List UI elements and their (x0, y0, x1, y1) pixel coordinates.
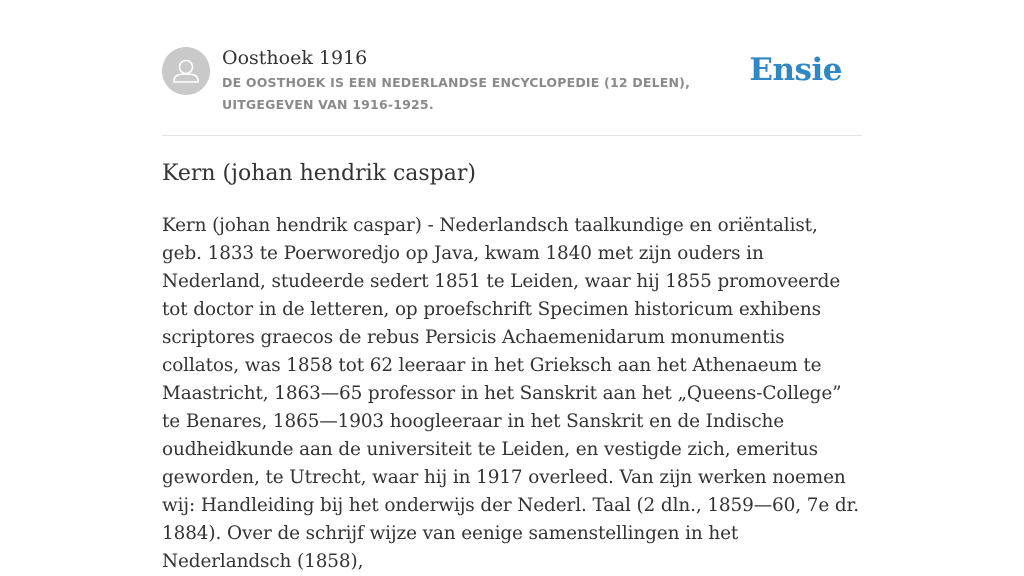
source-title[interactable]: Oosthoek 1916 (222, 47, 368, 69)
source-header (162, 0, 862, 136)
user-avatar-icon[interactable] (162, 47, 210, 95)
source-description: DE OOSTHOEK IS EEN NEDERLANDSE ENCYCLOPEDIE (12 DELEN), UITGEGEVEN VAN 1916-1925. (222, 75, 691, 112)
page (162, 0, 862, 572)
article-title: Kern (johan hendrik caspar) (162, 161, 476, 186)
article-body: Kern (johan hendrik caspar) - Nederlandsch taalkundige en oriëntalist, geb. 1833 te Poerworedjo op Java, kwam 1840 met zijn ouders in Nederland, studeerde sedert 1851 te Leiden, waar hij 1855 promoveerde tot doctor in de letteren, op proefschrift Specimen historicum exhibens scriptores graecos de rebus Persicis Achaemenidarum monumentis collatos, was 1858 tot 62 leeraar in het Grieksch aan het Athenaeum te Maastricht, 1863—65 professor in het Sanskrit aan het „Queens-College” te Benares, 1865—1903 hoogleeraar in het Sanskrit en de Indische oudheidkunde aan de universiteit te Leiden, en vestigde zich, emeritus geworden, te Utrecht, waar hij in 1917 overleed. Van zijn werken noemen wij: Handleiding bij het onderwijs der Nederl. Taal (2 dln., 1859—60, 7e dr. 1884). Over de schrijf wijze van eenige samenstellingen in het Nederlandsch (1858), (162, 215, 859, 572)
ensie-logo[interactable]: Ensie (749, 52, 842, 88)
